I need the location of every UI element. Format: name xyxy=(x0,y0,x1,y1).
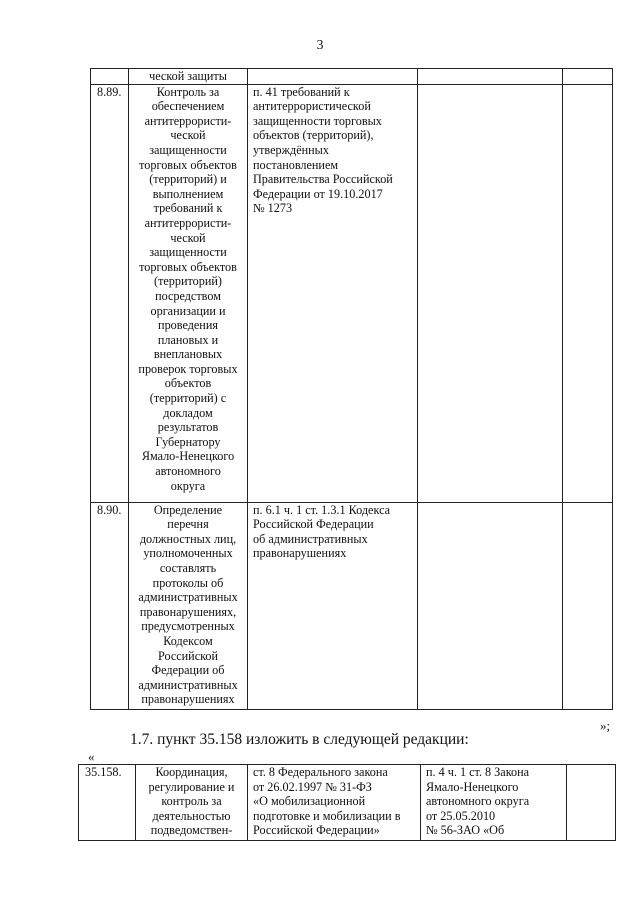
subject-cell-line: требований к xyxy=(153,201,223,216)
subject-cell-line: организации и xyxy=(150,303,226,318)
subject-cell-line: правонарушениях, xyxy=(139,604,237,619)
subject-cell-line: Координация, xyxy=(155,765,228,779)
legal-basis-cell xyxy=(248,84,418,502)
subject-cell-line: внеплановых xyxy=(153,347,223,362)
subject-cell-line: торговых объектов xyxy=(139,157,237,172)
regional-law-cell-line: от 25.05.2010 xyxy=(426,808,496,823)
federal-law-cell-line: подготовке и мобилизации в xyxy=(253,808,401,823)
table-row xyxy=(91,502,613,709)
subject-cell-line: перечня xyxy=(167,517,209,532)
table-row xyxy=(79,765,616,841)
closing-quote-mark: »; xyxy=(600,718,611,733)
regional-law-cell-line: Ямало-Ненецкого xyxy=(426,779,519,794)
federal-law-cell-line: ст. 8 Федерального закона xyxy=(253,765,388,779)
subject-cell-line: антитеррористи- xyxy=(144,215,232,230)
subject-cell xyxy=(129,69,248,85)
subject-cell-line: подведомствен- xyxy=(150,823,233,838)
regulation-table-bottom xyxy=(78,764,616,841)
subject-cell-line: должностных лиц, xyxy=(139,531,237,546)
subject-cell-line: обеспечением xyxy=(151,99,225,114)
empty-cell xyxy=(418,502,563,709)
subject-cell-line: деятельностью xyxy=(152,808,231,823)
legal-basis-cell-line: объектов (территорий), xyxy=(253,128,374,143)
subject-cell-line: предусмотренных xyxy=(141,619,235,634)
row-number-cell: 35.158. xyxy=(79,765,136,841)
subject-cell-line: ческой защиты xyxy=(149,69,227,83)
legal-basis-cell xyxy=(248,502,418,709)
empty-cell xyxy=(567,765,616,841)
subject-cell-line: Российской xyxy=(157,648,219,663)
legal-basis-cell-line: защищенности торговых xyxy=(253,113,382,128)
legal-basis-cell-line: Российской Федерации xyxy=(253,517,374,532)
regional-law-cell-line: п. 4 ч. 1 ст. 8 Закона xyxy=(426,765,530,779)
subject-cell-line: ческой xyxy=(170,230,206,245)
row-number-cell: 8.90. xyxy=(91,502,129,709)
empty-cell xyxy=(563,502,613,709)
subject-cell-line: уполномоченных xyxy=(143,546,233,561)
row-number-cell xyxy=(91,69,129,85)
legal-basis-cell-line: Федерации от 19.10.2017 xyxy=(253,186,383,201)
empty-cell xyxy=(418,84,563,502)
subject-cell-line: защищенности xyxy=(149,245,227,260)
legal-basis-cell-line: п. 41 требований к xyxy=(253,84,350,99)
subject-cell-line: округа xyxy=(170,478,206,493)
empty-cell xyxy=(563,84,613,502)
subject-cell-line: Губернатору xyxy=(155,434,221,449)
opening-quote-mark: « xyxy=(88,749,95,764)
legal-basis-cell-line: Правительства Российской xyxy=(253,172,393,187)
subject-cell-line: (территорий) с xyxy=(149,391,227,406)
subject-cell-line: (территорий) xyxy=(154,274,222,289)
subject-cell-line: (территорий) и xyxy=(149,172,227,187)
subject-cell-line: правонарушениях xyxy=(141,692,235,707)
subject-cell-line: проведения xyxy=(158,318,218,333)
subject-cell-line: торговых объектов xyxy=(139,259,237,274)
subject-cell-line: антитеррористи- xyxy=(144,113,232,128)
page-number: 3 xyxy=(316,38,324,53)
empty-cell xyxy=(418,69,563,85)
empty-cell xyxy=(563,69,613,85)
federal-law-cell-line: «О мобилизационной xyxy=(253,794,366,809)
subject-cell-line: Кодексом xyxy=(163,633,213,648)
legal-basis-cell-line: утверждённых xyxy=(253,142,329,157)
amendment-instruction: 1.7. пункт 35.158 изложить в следующей редакции: xyxy=(130,731,469,748)
subject-cell-line: Федерации об xyxy=(151,663,225,678)
legal-basis-cell-line: постановлением xyxy=(253,157,339,172)
subject-cell-line: контроль за xyxy=(161,794,222,809)
subject-cell-line: административных xyxy=(138,590,238,605)
regional-law-cell-line: № 56-ЗАО «Об xyxy=(426,823,505,838)
legal-basis-cell-line: антитеррористической xyxy=(253,99,371,114)
subject-cell-line: результатов xyxy=(157,420,219,435)
subject-cell xyxy=(129,502,248,709)
subject-cell-line: посредством xyxy=(155,288,221,303)
subject-cell-line: Ямало-Ненецкого xyxy=(141,449,235,464)
subject-cell-line: регулирование и xyxy=(148,779,235,794)
table-row xyxy=(91,84,613,502)
legal-basis-cell xyxy=(248,69,418,85)
legal-basis-cell-line: об административных xyxy=(253,531,368,546)
legal-basis-cell-line: п. 6.1 ч. 1 ст. 1.3.1 Кодекса xyxy=(253,502,391,517)
subject-cell xyxy=(136,765,248,841)
subject-cell-line: автономного xyxy=(155,464,221,479)
subject-cell-line: плановых и xyxy=(157,332,219,347)
legal-basis-cell-line: № 1273 xyxy=(253,201,293,216)
subject-cell-line: докладом xyxy=(163,405,213,420)
row-number-cell: 8.89. xyxy=(91,84,129,502)
federal-law-cell xyxy=(248,765,421,841)
subject-cell-line: проверок торговых xyxy=(138,361,238,376)
table-row xyxy=(91,69,613,85)
subject-cell-line: Контроль за xyxy=(156,84,220,99)
regional-law-cell-line: автономного округа xyxy=(426,794,530,809)
subject-cell-line: составлять xyxy=(159,560,217,575)
subject-cell-line: защищенности xyxy=(149,142,227,157)
legal-basis-cell-line: правонарушениях xyxy=(253,546,347,561)
subject-cell-line: объектов xyxy=(164,376,212,391)
regulation-table-top xyxy=(90,68,613,710)
subject-cell-line: ческой xyxy=(170,128,206,143)
subject-cell-line: Определение xyxy=(153,502,223,517)
federal-law-cell-line: Российской Федерации» xyxy=(253,823,380,838)
federal-law-cell-line: от 26.02.1997 № 31-ФЗ xyxy=(253,779,372,794)
regional-law-cell xyxy=(421,765,567,841)
subject-cell xyxy=(129,84,248,502)
subject-cell-line: административных xyxy=(138,677,238,692)
subject-cell-line: протоколы об xyxy=(152,575,224,590)
subject-cell-line: выполнением xyxy=(152,186,224,201)
